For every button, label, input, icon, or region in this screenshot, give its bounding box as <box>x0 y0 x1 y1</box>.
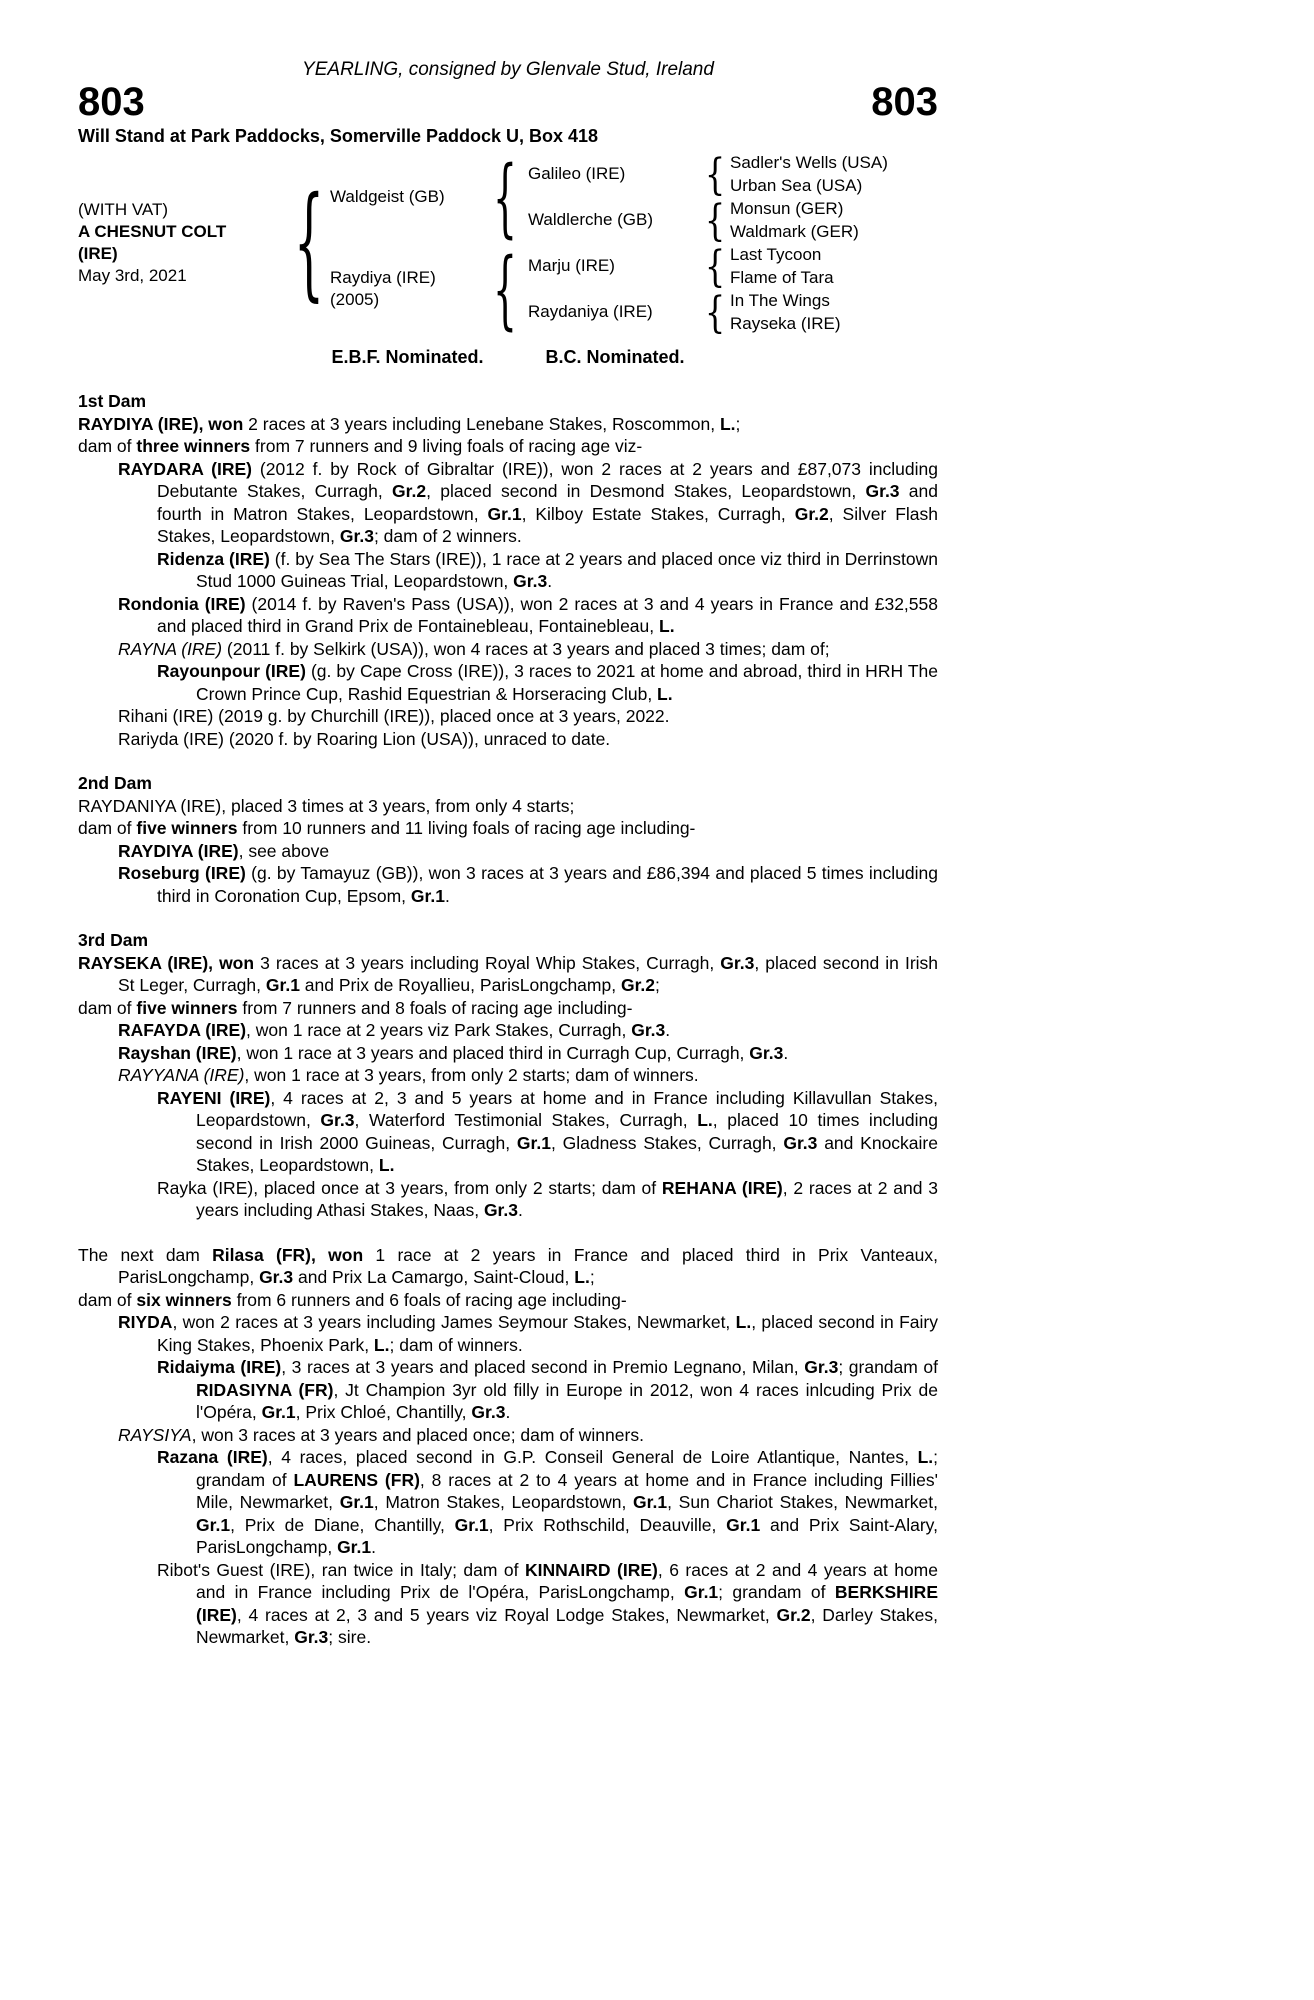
text-run: L. <box>657 683 673 704</box>
text-run: , 4 races at 2, 3 and 5 years viz Royal Lodge Stakes, Newmarket, <box>236 1604 777 1625</box>
colt-info <box>78 151 288 335</box>
text-run: L. <box>378 1155 395 1175</box>
grandparent-name: Waldlerche (GB) <box>528 210 654 229</box>
pedigree-paragraph <box>78 795 938 818</box>
text-run: from 10 runners and 11 living foals of racing age including- <box>237 818 696 838</box>
pedigree-paragraph <box>78 1177 938 1222</box>
text-run: dam of <box>78 997 137 1018</box>
text-run: Gr.1 <box>339 1492 374 1512</box>
text-run: RIYDA <box>118 1312 173 1332</box>
pedigree-paragraph <box>78 1087 938 1177</box>
text-run: Gr.3 <box>865 481 900 501</box>
text-run: , Matron Stakes, Leopardstown, <box>373 1492 634 1512</box>
lot-number-right: 803 <box>871 80 938 124</box>
foaling-date: May 3rd, 2021 <box>78 266 187 285</box>
pedigree-brace-parents <box>288 151 330 335</box>
text-run: , won 1 race at 2 years viz Park Stakes, Curragh, <box>246 1020 632 1040</box>
pedigree-paragraph <box>78 548 938 593</box>
great-grandparent-name: Urban Sea (USA) <box>730 175 863 195</box>
text-run: , Jt Champion 3yr old filly in Europe in 2012, won 4 races inlcuding Prix de l'Opéra, <box>196 1379 938 1422</box>
pedigree-paragraph <box>78 413 938 436</box>
text-run: , 8 races at 2 to 4 years at home and in France including Fillies' Mile, Newmarket, <box>196 1469 939 1512</box>
text-run: RAYDIYA (IRE), won <box>78 413 244 434</box>
sire-name: Waldgeist (GB) <box>330 187 445 206</box>
text-run: ; grandam of <box>196 1447 938 1490</box>
text-run: Gr.2 <box>776 1604 811 1625</box>
text-run: Gr.3 <box>339 526 374 546</box>
pedigree-paragraph <box>78 1559 938 1649</box>
dam-entry <box>330 243 482 335</box>
pedigree-brace <box>700 240 730 292</box>
text-run: ; <box>589 1267 595 1287</box>
text-run: Ridenza (IRE) <box>157 548 270 569</box>
pedigree-paragraph <box>78 660 938 705</box>
text-run: ; dam of 2 winners. <box>373 526 522 546</box>
great-grandparent-name: Monsun (GER) <box>730 198 844 218</box>
pedigree-brace-dam <box>482 239 528 339</box>
text-run: , Darley Stakes, Newmarket, <box>196 1604 938 1647</box>
text-run: Gr.2 <box>392 481 427 501</box>
pedigree-paragraph <box>78 1356 938 1424</box>
text-run: (f. by Sea The Stars (IRE)), 1 race at 2 years and placed once viz third in Derrinstown Stud 1000 Guineas Trial, Leopardstown, <box>196 548 938 591</box>
pedigree-paragraph <box>78 1424 938 1447</box>
pedigree-paragraph <box>78 997 938 1020</box>
text-run: , see above <box>238 840 330 861</box>
text-run: Gr.1 <box>684 1582 719 1602</box>
text-run: from 7 runners and 8 foals of racing age including- <box>237 997 633 1018</box>
lot-number-row <box>78 82 938 122</box>
brace-icon: { <box>492 147 518 247</box>
text-run: , Kilboy Estate Stakes, Curragh, <box>521 503 795 524</box>
text-run: RAYNA (IRE) <box>118 638 223 659</box>
stand-location: Will Stand at Park Paddocks, Somerville Paddock U, Box 418 <box>78 126 599 146</box>
pedigree-paragraph <box>78 840 938 863</box>
grandparent-name: Raydaniya (IRE) <box>528 302 653 321</box>
text-run: , Prix Rothschild, Deauville, <box>488 1514 727 1535</box>
text-run: BERKSHIRE (IRE) <box>196 1582 938 1625</box>
pedigree-section <box>78 390 938 750</box>
text-run: , 6 races at 2 and 4 years at home and in France including Prix de l'Opéra, ParisLongchamp, <box>196 1559 938 1602</box>
text-run: , won 1 race at 3 years and placed third in Curragh Cup, Curragh, <box>236 1042 750 1063</box>
text-run: L. <box>659 616 675 636</box>
great-grandparent-name: Waldmark (GER) <box>730 221 859 241</box>
text-run: Ridaiyma (IRE) <box>157 1357 282 1377</box>
text-run: L. <box>917 1447 934 1467</box>
text-run: five winners <box>136 818 238 838</box>
text-run: RAYYANA (IRE) <box>118 1065 245 1085</box>
text-run: and fourth in Matron Stakes, Leopardstown, <box>157 481 939 524</box>
pedigree-paragraph <box>78 705 938 728</box>
grandparent-name: Galileo (IRE) <box>528 164 626 183</box>
text-run: ; sire. <box>328 1627 372 1647</box>
pedigree-paragraph <box>78 435 938 458</box>
text-run: Gr.3 <box>471 1402 506 1422</box>
catalogue-page <box>78 0 938 1649</box>
pedigree-brace <box>700 148 730 200</box>
text-run: . <box>444 885 450 906</box>
text-run: Gr.3 <box>804 1357 839 1377</box>
section-heading: 2nd Dam <box>78 773 152 793</box>
text-run: , Sun Chariot Stakes, Newmarket, <box>667 1492 938 1512</box>
pedigree-paragraph <box>78 952 938 997</box>
text-run: dam of <box>78 1289 137 1310</box>
text-run: RAYSIYA <box>118 1424 192 1445</box>
text-run: ; grandam of <box>838 1357 939 1377</box>
text-run: L. <box>735 1312 752 1332</box>
brace-icon: { <box>704 148 726 200</box>
text-run: (g. by Tamayuz (GB)), won 3 races at 3 years and £86,394 and placed 5 times including third in Coronation Cup, Epsom, <box>157 863 938 906</box>
nominations-row <box>78 347 938 368</box>
text-run: Gr.1 <box>410 885 445 906</box>
text-run: Gr.3 <box>259 1267 294 1287</box>
text-run: LAURENS (FR) <box>293 1469 420 1490</box>
text-run: L. <box>574 1267 590 1287</box>
great-grandparent-name: Flame of Tara <box>730 267 834 287</box>
text-run: . <box>505 1402 511 1422</box>
text-run: , Silver Flash Stakes, Leopardstown, <box>157 503 939 546</box>
text-run: three winners <box>136 436 251 456</box>
text-run: Gr.3 <box>320 1110 355 1130</box>
text-run: Gr.1 <box>196 1514 231 1535</box>
text-run: The next dam <box>78 1244 213 1265</box>
text-run: Gr.3 <box>294 1627 329 1647</box>
brace-icon: { <box>492 239 518 339</box>
text-run: six winners <box>136 1289 232 1310</box>
text-run: 2 races at 3 years including Lenebane Stakes, Roscommon, <box>243 413 720 434</box>
consignment-title: YEARLING, consigned by Glenvale Stud, Ireland <box>302 59 714 80</box>
text-run: RAYDANIYA (IRE), placed 3 times at 3 years, from only 4 starts; <box>78 795 575 816</box>
pedigree-section <box>78 929 938 1222</box>
text-run: , won 3 races at 3 years and placed once; dam of winners. <box>191 1424 644 1445</box>
text-run: and Prix de Royallieu, ParisLongchamp, <box>299 975 621 995</box>
great-grandparent-name: Rayseka (IRE) <box>730 313 841 333</box>
pedigree-paragraph <box>78 593 938 638</box>
colt-description-line2: (IRE) <box>78 244 118 263</box>
text-run: Gr.1 <box>337 1537 372 1557</box>
pedigree-paragraph <box>78 1446 938 1559</box>
vat-note: (WITH VAT) <box>78 200 169 219</box>
pedigree-paragraph <box>78 1289 938 1312</box>
pedigree-paragraph <box>78 1042 938 1065</box>
text-run: (2012 f. by Rock of Gibraltar (IRE)), won 2 races at 2 years and £87,073 including Debutante Stakes, Curragh, <box>157 458 938 501</box>
pedigree-brace-sire <box>482 147 528 247</box>
text-run: ; grandam of <box>718 1582 835 1602</box>
brace-icon: { <box>293 171 325 315</box>
text-run: . <box>371 1537 376 1557</box>
text-run: dam of <box>78 436 137 456</box>
text-run: L. <box>697 1110 713 1130</box>
text-run: Gr.3 <box>720 952 755 973</box>
text-run: , 2 races at 2 and 3 years including Athasi Stakes, Naas, <box>196 1177 938 1220</box>
text-run: Rayounpour (IRE) <box>157 661 306 681</box>
text-run: (2014 f. by Raven's Pass (USA)), won 2 races at 3 and 4 years in France and £32,558 and placed third in Grand Prix de Fontainebleau, Fontainebleau, <box>157 593 938 636</box>
text-run: , 4 races, placed second in G.P. Conseil General de Loire Atlantique, Nantes, <box>267 1447 918 1467</box>
text-run: KINNAIRD (IRE) <box>525 1559 658 1580</box>
text-run: L. <box>719 413 736 434</box>
text-run: ; <box>655 975 660 995</box>
dam-year: (2005) <box>330 290 380 309</box>
text-run: Rondonia (IRE) <box>118 593 246 614</box>
text-run: L. <box>373 1334 390 1355</box>
text-run: Gr.3 <box>483 1200 518 1220</box>
pedigree-paragraph <box>78 458 938 548</box>
text-run: . <box>783 1042 789 1063</box>
pedigree-paragraph <box>78 1064 938 1087</box>
text-run: 3 races at 3 years including Royal Whip Stakes, Curragh, <box>254 952 721 973</box>
ebf-nomination: E.B.F. Nominated. <box>331 347 484 367</box>
text-run: Gr.2 <box>794 503 829 524</box>
text-run: from 6 runners and 6 foals of racing age including- <box>231 1289 627 1310</box>
dam-name: Raydiya (IRE) <box>330 268 436 287</box>
text-run: RAYSEKA (IRE), won <box>78 952 255 973</box>
text-run: RAYDIYA (IRE) <box>118 840 239 861</box>
text-run: Gr.1 <box>265 975 300 995</box>
pedigree-brace <box>700 194 730 246</box>
colt-description-line1: A CHESNUT COLT <box>78 222 227 241</box>
text-run: Gr.1 <box>487 503 522 524</box>
lot-number-left: 803 <box>78 80 145 124</box>
pedigree-paragraph <box>78 1244 938 1289</box>
text-run: Gr.1 <box>726 1514 761 1535</box>
text-run: , Prix Chloé, Chantilly, <box>295 1402 472 1422</box>
text-run: Rihani (IRE) (2019 g. by Churchill (IRE)), placed once at 3 years, 2022. <box>118 706 670 726</box>
pedigree-paragraph <box>78 1019 938 1042</box>
great-grandparent-name: Last Tycoon <box>730 244 822 264</box>
text-run: Gr.3 <box>783 1132 818 1153</box>
text-run: , won 2 races at 3 years including James Seymour Stakes, Newmarket, <box>172 1312 736 1332</box>
text-run: , 3 races at 3 years and placed second in Premio Legnano, Milan, <box>281 1357 805 1377</box>
great-grandparent-name: In The Wings <box>730 290 830 310</box>
text-run: RAFAYDA (IRE) <box>118 1020 247 1040</box>
text-run: ; <box>735 413 741 434</box>
brace-icon: { <box>704 286 726 338</box>
text-run: , Gladness Stakes, Curragh, <box>550 1132 784 1153</box>
text-run: , placed second in Irish St Leger, Curragh, <box>118 952 939 995</box>
text-run: Gr.1 <box>261 1402 296 1422</box>
pedigree-brace <box>700 286 730 338</box>
text-run: , placed second in Fairy King Stakes, Phoenix Park, <box>157 1312 938 1355</box>
text-run: Rayshan (IRE) <box>118 1042 237 1063</box>
text-run: Ribot's Guest (IRE), ran twice in Italy; dam of <box>157 1559 526 1580</box>
text-run: Gr.1 <box>633 1492 668 1512</box>
text-run: , 4 races at 2, 3 and 5 years at home and in France including Killavullan Stakes, Leopardstown, <box>196 1087 938 1130</box>
text-run: dam of <box>78 818 137 838</box>
grandparent-name: Marju (IRE) <box>528 256 615 275</box>
text-run: and Prix Saint-Alary, ParisLongchamp, <box>196 1514 938 1557</box>
pedigree-paragraph <box>78 728 938 751</box>
pedigree-paragraph <box>78 862 938 907</box>
text-run: RAYENI (IRE) <box>157 1087 271 1108</box>
brace-icon: { <box>704 194 726 246</box>
text-run: RAYDARA (IRE) <box>118 458 252 479</box>
text-run: , placed 10 times including second in Irish 2000 Guineas, Curragh, <box>196 1110 939 1153</box>
section-heading: 1st Dam <box>78 391 147 411</box>
text-run: Razana (IRE) <box>157 1447 268 1467</box>
text-run: 1 race at 2 years in France and placed third in Prix Vanteaux, ParisLongchamp, <box>118 1244 938 1287</box>
text-run: , won 1 race at 3 years, from only 2 starts; dam of winners. <box>244 1065 699 1085</box>
text-run: , Waterford Testimonial Stakes, Curragh, <box>354 1110 698 1130</box>
text-run: RIDASIYNA (FR) <box>196 1379 334 1400</box>
text-run: Gr.3 <box>513 571 548 591</box>
text-run: Gr.2 <box>620 975 656 995</box>
brace-icon: { <box>704 240 726 292</box>
text-run: (g. by Cape Cross (IRE)), 3 races to 2021 at home and abroad, third in HRH The Crown Prince Cup, Rashid Equestrian & Horseracing Club, <box>196 661 938 704</box>
text-run: Roseburg (IRE) <box>118 863 246 883</box>
pedigree-text <box>78 390 938 1649</box>
text-run: from 7 runners and 9 living foals of racing age viz- <box>250 436 643 456</box>
text-run: , Prix de Diane, Chantilly, <box>230 1514 455 1535</box>
text-run: Rilasa (FR), won <box>212 1244 364 1265</box>
text-run: ; dam of winners. <box>389 1334 523 1355</box>
pedigree-section <box>78 1244 938 1649</box>
bc-nomination: B.C. Nominated. <box>545 347 685 367</box>
text-run: Gr.3 <box>631 1020 666 1040</box>
section-heading: 3rd Dam <box>78 930 149 950</box>
text-run: Gr.1 <box>516 1132 551 1153</box>
text-run: five winners <box>136 997 238 1018</box>
great-grandparent-name: Sadler's Wells (USA) <box>730 152 888 172</box>
text-run: Gr.3 <box>749 1042 784 1063</box>
text-run: . <box>665 1020 671 1040</box>
pedigree-paragraph <box>78 817 938 840</box>
text-run: Rariyda (IRE) (2020 f. by Roaring Lion (USA)), unraced to date. <box>118 728 611 749</box>
text-run: . <box>518 1200 523 1220</box>
text-run: Gr.1 <box>454 1514 489 1535</box>
text-run: , placed second in Desmond Stakes, Leopardstown, <box>426 481 866 501</box>
pedigree-paragraph <box>78 638 938 661</box>
text-run: and Prix La Camargo, Saint-Cloud, <box>293 1267 575 1287</box>
text-run: REHANA (IRE) <box>661 1177 783 1198</box>
text-run: and Knockaire Stakes, Leopardstown, <box>196 1132 938 1175</box>
pedigree-section <box>78 772 938 907</box>
pedigree-table <box>78 147 938 339</box>
text-run: Rayka (IRE), placed once at 3 years, from only 2 starts; dam of <box>157 1177 662 1198</box>
pedigree-paragraph <box>78 1311 938 1356</box>
text-run: (2011 f. by Selkirk (USA)), won 4 races at 3 years and placed 3 times; dam of; <box>222 638 830 659</box>
text-run: . <box>547 571 553 591</box>
